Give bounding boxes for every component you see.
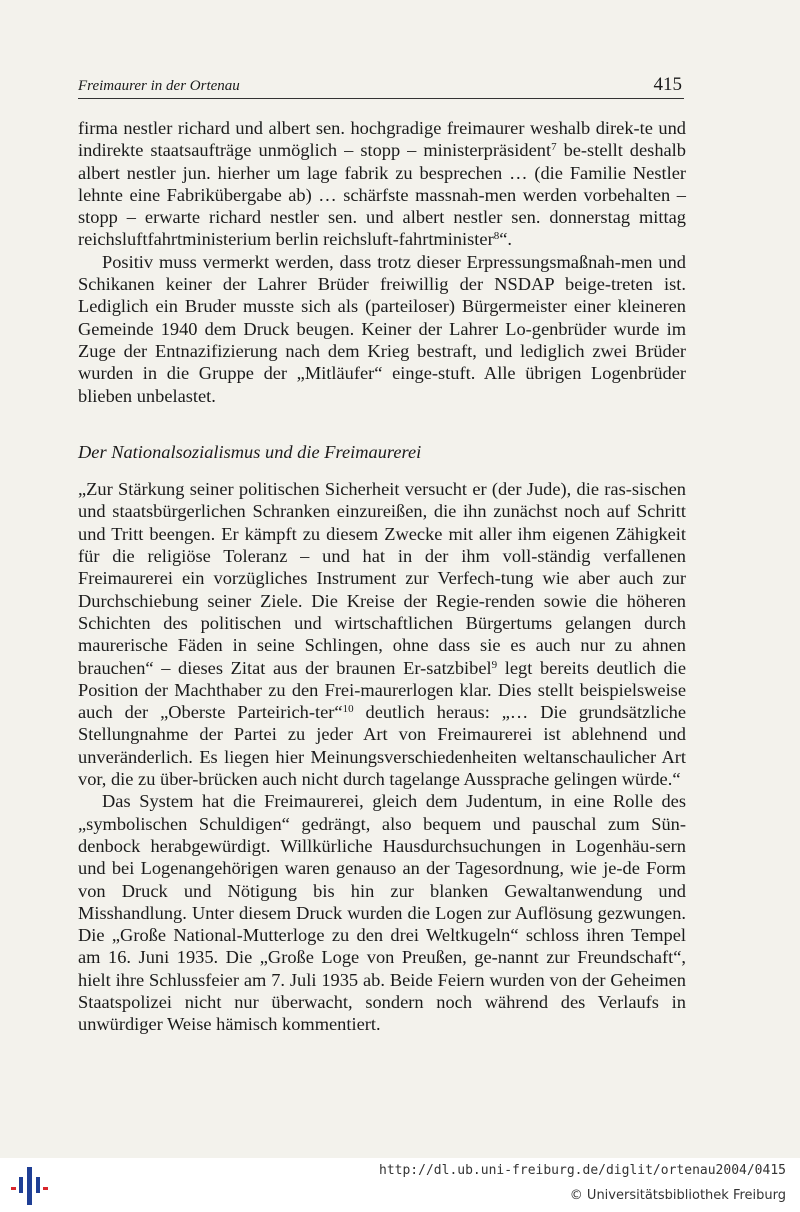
footnote-marker: 8 bbox=[493, 230, 500, 243]
show-through-text bbox=[230, 8, 540, 20]
text-run: “. bbox=[499, 229, 512, 250]
source-url: http://dl.ub.uni-freiburg.de/diglit/ortenau2004/0415 bbox=[379, 1163, 786, 1178]
paragraph bbox=[78, 117, 686, 251]
footnote-marker: 9 bbox=[491, 658, 498, 671]
page-number: 415 bbox=[653, 74, 682, 95]
text-run: be-stellt deshalb albert nestler jun. hierher um lage fabrik zu besprechen … (die Familie Nestler lehnte eine Fabrikübergabe ab) … schärfste massnah-men werden vorbehalten – stopp – erwarte richard nestler sen. und albert nestler sen. donnerstag mittag reichsluftfahrtministerium berlin reichsluft-fahrtminister bbox=[78, 140, 686, 250]
footnote-marker: 7 bbox=[551, 141, 557, 154]
page-header bbox=[78, 72, 684, 99]
running-title: Freimaurer in der Ortenau bbox=[78, 78, 240, 94]
body-text bbox=[78, 117, 686, 1036]
paragraph: Positiv muss vermerkt werden, dass trotz dieser Erpressungsmaßnah-men und Schikanen keiner der Lahrer Brüder freiwillig der NSDAP beige-treten ist. Lediglich ein Bruder musste sich als (parteiloser) Bürgermeister einer kleineren Gemeinde 1940 dem Druck beugen. Keiner der Lahrer Lo-genbrüder wurde im Zuge der Entnazifizierung nach dem Krieg bestraft, und lediglich zwei Brüder wurden in die Gruppe der „Mitläufer“ einge-stuft. Alle übrigen Logenbrüder blieben unbelastet. bbox=[78, 251, 686, 406]
footnote-marker: 10 bbox=[342, 703, 354, 716]
copyright-notice: © Universitätsbibliothek Freiburg bbox=[569, 1188, 786, 1203]
text-run: „Zur Stärkung seiner politischen Sicherheit versucht er (der Jude), die ras-sischen und staatsbürgerlichen Schranken einzureißen, die ihn zunächst noch auf Schritt und Tritt beengen. Er kämpft zu diesem Zwecke mit aller ihm eigenen Zähigkeit für die religiöse Toleranz – und hat in der ihm voll-ständig verfallenen Freimaurerei ein vorzügliches Instrument zur Verfech-tung wie aber auch zur Durchschiebung seiner Ziele. Die Kreise der Regie-renden sowie die höheren Schichten des politischen und wirtschaftlichen Bürgertums gelangen durch maurerische Fäden in seine Schlingen, ohne dass sie es auch nur zu ahnen brauchen“ – dieses Zitat aus der braunen Er-satzbibel bbox=[78, 479, 686, 678]
footer-bar bbox=[0, 1158, 800, 1212]
text-run: deutlich heraus: „… Die grundsätzliche Stellungnahme der Partei zu jeder Art von Freimaurerei ist ablehnend und unveränderlich. Es liegen hier Meinungsverschiedenheiten weltanschaulicher Art vor, die zu über-brücken auch nicht durch tagelange Aussprache gelingen würde.“ bbox=[78, 702, 686, 790]
text-run: legt bereits deutlich die Position der Machthaber zu den Frei-maurerlogen klar. Dies stellt beispielsweise auch der „Oberste Parteirich-ter“ bbox=[78, 657, 686, 723]
text-run: firma nestler richard und albert sen. hochgradige freimaurer weshalb direk-te und indirekte staatsaufträge unmöglich – stopp – ministerpräsident bbox=[78, 118, 686, 161]
paragraph: Das System hat die Freimaurerei, gleich dem Judentum, in eine Rolle des „symbolischen Schuldigen“ gedrängt, also bequem und pauschal zum Sün-denbock herabgewürdigt. Willkürliche Hausdurchsuchungen in Logenhäu-sern und bei Logenangehörigen waren genauso an der Tagesordnung, wie je-de Form von Druck und Nötigung bis hin zur blanken Gewaltanwendung und Misshandlung. Unter diesem Druck wurden die Logen zur Auflösung gezwungen. Die „Große National-Mutterloge zu den drei Weltkugeln“ schloss ihren Tempel am 16. Juni 1935. Die „Große Loge von Preußen, ge-nannt zur Freundschaft“, hielt ihre Schlussfeier am 7. Juli 1935 ab. Beide Feiern wurden von der Geheimen Staatspolizei nicht nur überwacht, sondern noch während des Verlaufs in unwürdiger Weise hämisch kommentiert. bbox=[78, 791, 686, 1035]
paragraph bbox=[78, 478, 686, 790]
section-heading: Der Nationalsozialismus und die Freimaurerei bbox=[78, 441, 422, 462]
ub-freiburg-logo-icon bbox=[10, 1167, 50, 1205]
